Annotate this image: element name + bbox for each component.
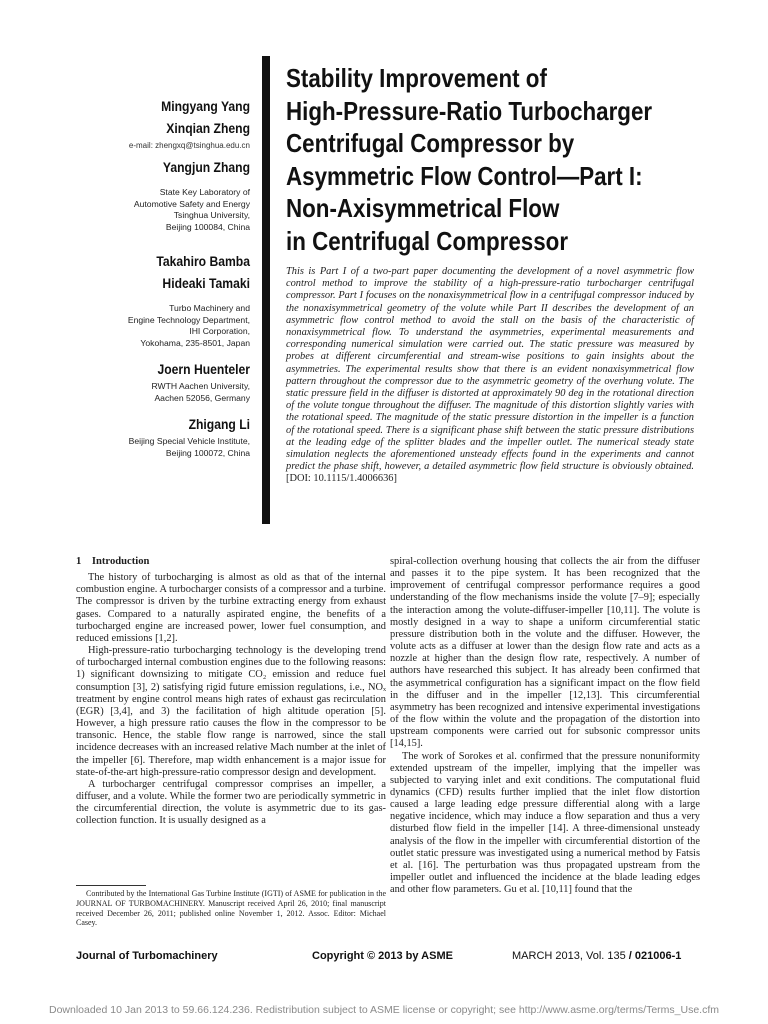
author-name: Mingyang Yang [161, 99, 250, 114]
author-affiliation: Beijing Special Vehicle Institute, Beijing 100072, China [128, 436, 250, 458]
author-block [100, 96, 250, 469]
body-column-right [390, 556, 700, 896]
download-notice: Downloaded 10 Jan 2013 to 59.66.124.236. Redistribution subject to ASME license or copyright; see http://www.asme.org/terms/Terms_Use.cfm [48, 1004, 719, 1016]
author-affiliation: RWTH Aachen University, Aachen 52056, Germany [151, 381, 250, 403]
author-name: Zhigang Li [188, 417, 250, 432]
footer-journal: Journal of Turbomachinery [76, 950, 218, 962]
author-affiliation: State Key Laboratory of Automotive Safety and Energy Tsinghua University, Beijing 100084, China [133, 187, 250, 232]
doi-link[interactable]: [DOI: 10.1115/1.4006636] [286, 473, 397, 485]
author-name: Joern Huenteler [157, 362, 250, 377]
footnote-rule [76, 885, 146, 886]
footer-issue [512, 950, 681, 962]
author-name: Yangjun Zhang [162, 160, 250, 175]
section-heading: 1 Introduction [76, 556, 150, 567]
footer-page-number: / 021006-1 [628, 950, 682, 962]
abstract-text: This is Part I of a two-part paper documenting the development of a novel asymmetric flow control method to improve the stability of a high-pressure-ratio turbocharger centrifugal compressor. Part I focuses on the nonaxisymmetrical flow in a centrifugal compressor induced by the nonaxisymmetrical geometry of the volute while Part II describes the development of an asymmetric flow control method to avoid the stall on the basis of the characteristic of nonaxisymmetrical flow. To understand the asymmetries, experimental measurements and corresponding numerical simulation were carried out. The static pressure was measured by probes at different circumferential and stream-wise positions to gain insights about the asymmetries. The experimental results show that there is an evident nonaxisymmetrical flow pattern throughout the compressor due to the asymmetric geometry of the overhung volute. The static pressure field in the diffuser is distorted at approximately 90 deg in the rotational direction of the volute tongue throughout the diffuser. The magnitude of this distortion slightly varies with the rotational speed. The magnitude of the static pressure distortion in the impeller is a function of the rotational speed. There is a significant phase shift between the static pressure distributions at the leading edge of the splitter blades and the impeller outlet. The numerical steady state simulation neglects the aforementioned unsteady effects found in the experiments and cannot predict the phase shift, however, a detailed asymmetric flow field structure is obviously obtained. [286, 266, 694, 473]
paragraph: A turbocharger centrifugal compressor comprises an impeller, a diffuser, and a volute. While the former two are periodically symmetric in the circumferential direction, the volute is asymmetric due to its gas-collection function. It is usually designed as a [76, 778, 386, 827]
body-column-left [76, 556, 386, 827]
author-name: Xinqian Zheng [166, 121, 250, 136]
paragraph: spiral-collection overhung housing that collects the air from the diffuser and passes it to the pipe system. It has been recognized that the improvement of centrifugal compressor performance requires a good understanding of the flow mechanisms inside the volute [7–9]; especially the interaction among the volute-diffuser-impeller [10,11]. The volute is mostly designed in a way to shape a uniform circumferential static pressure distribution both in the volute and the diffuser. However, the volute acts as a diffuser at lower than the design flow rate and acts as a nozzle at higher than the design flow rate, respectively. A number of authors have researched this subject. It has already been confirmed that the asymmetrical configuration has a significant impact on the flow field in the diffuser and in the impeller [12,13]. This circumferential asymmetry has been recognized and intensive experimental investigations of the flow within the volute and the propagation of the distortion into upstream components were carried out for subsonic compressor units [14,15]. [390, 556, 700, 750]
footer-issue-text: MARCH 2013, Vol. 135 [512, 950, 626, 962]
title-divider-bar [262, 56, 270, 524]
author-name: Hideaki Tamaki [162, 276, 250, 291]
paper-title: Stability Improvement of High-Pressure-Ratio Turbocharger Centrifugal Compressor by Asymmetric Flow Control—Part I: Non-Axisymmetrical Flow in Centrifugal Compressor [286, 63, 653, 256]
author-affiliation: Turbo Machinery and Engine Technology Department, IHI Corporation, Yokohama, 235-8501, Japan [127, 303, 250, 348]
author-email[interactable]: e-mail: zhengxq@tsinghua.edu.cn [128, 141, 250, 150]
author-name: Takahiro Bamba [156, 254, 250, 269]
paragraph: The work of Sorokes et al. confirmed that the pressure nonuniformity extended upstream of the impeller, implying that the impeller was subjected to varying inlet and exit conditions. The computational fluid dynamics (CFD) results further implied that the inlet flow distortion caused a large leading edge pressure differential along with a large negative incidence, which may induce a flow separation and thus a very disturbed flow field in the impeller [14]. A three-dimensional unsteady analysis of the flow in the impeller with circumferential distortion of the outlet static pressure was investigated using a numerical method by Fatsis et al. [16]. The perturbation was thus propagated upstream from the impeller outlet and influenced the incidence at the blade leading edges and other flow parameters. Gu et al. [10,11] found that the [390, 750, 700, 896]
abstract [286, 266, 694, 486]
footer-copyright: Copyright © 2013 by ASME [312, 950, 453, 962]
footnote: Contributed by the International Gas Turbine Institute (IGTI) of ASME for publication in the JOURNAL OF TURBOMACHINERY. Manuscript received April 26, 2010; final manuscript received December 26, 2011; published online November 1, 2012. Assoc. Editor: Michael Casey. [76, 889, 386, 928]
paragraph: The history of turbocharging is almost as old as that of the internal combustion engine. A turbocharger consists of a compressor and a turbine. The compressor is driven by the turbine extracting energy from exhaust gases. Compared to a naturally aspirated engine, the benefits of a turbocharged engine are increased power, lower fuel consumption, and reduced emissions [1,2]. [76, 572, 386, 644]
paragraph: High-pressure-ratio turbocharging technology is the developing trend of turbocharged internal combustion engines due to the following reasons: 1) significant downsizing to mitigate CO₂ emission and reduce fuel consumption [3], 2) satisfying rigid future emission regulations, i.e., NOₓ treatment by engine control means high rates of exhaust gas recirculation (EGR) [3,4], and 3) the facilitation of high altitude operation [5]. However, a high pressure ratio causes the flow in the compressor to be transonic. Hence, the stable flow range is narrowed, since the stall incidence decreases with an increased relative Mach number at the inlet of the impeller [6]. Therefore, map width enhancement is a major issue for state-of-the-art high-pressure-ratio compressor design and development. [76, 645, 386, 778]
